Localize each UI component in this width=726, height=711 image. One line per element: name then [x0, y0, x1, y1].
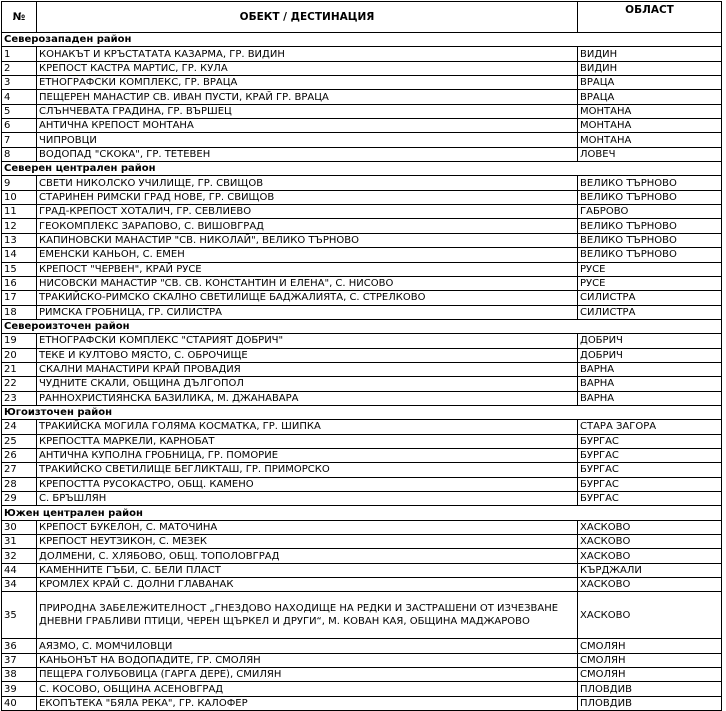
table-row [2, 205, 722, 219]
row-object: ПЕЩЕРЕН МАНАСТИР СВ. ИВАН ПУСТИ, КРАЙ ГР. ВРАЦА [37, 90, 578, 104]
table-row [2, 639, 722, 653]
row-number: 9 [2, 176, 37, 190]
table-row [2, 578, 722, 592]
row-region: ДОБРИЧ [578, 334, 722, 348]
row-number: 5 [2, 104, 37, 118]
row-region: СМОЛЯН [578, 639, 722, 653]
table-row [2, 563, 722, 577]
row-region: ДОБРИЧ [578, 348, 722, 362]
region-heading: Южен централен район [2, 506, 722, 520]
table-row [2, 61, 722, 75]
row-number: 44 [2, 563, 37, 577]
table-row [2, 549, 722, 563]
row-number: 31 [2, 535, 37, 549]
row-object: КРЕПОСТ НЕУТЗИКОН, С. МЕЗЕК [37, 535, 578, 549]
header-object: ОБЕКТ / ДЕСТИНАЦИЯ [37, 2, 578, 33]
row-object: КРЕПОСТ КАСТРА МАРТИС, ГР. КУЛА [37, 61, 578, 75]
table-row [2, 520, 722, 534]
row-number: 27 [2, 463, 37, 477]
row-object: КРОМЛЕХ КРАЙ С. ДОЛНИ ГЛАВАНАК [37, 578, 578, 592]
row-number: 8 [2, 147, 37, 161]
row-region: ВАРНА [578, 377, 722, 391]
row-region: ВИДИН [578, 47, 722, 61]
table-row [2, 176, 722, 190]
table-row [2, 696, 722, 710]
row-number: 38 [2, 668, 37, 682]
row-number: 2 [2, 61, 37, 75]
row-number: 28 [2, 477, 37, 491]
table-row [2, 535, 722, 549]
row-object: СВЕТИ НИКОЛСКО УЧИЛИЩЕ, ГР. СВИЩОВ [37, 176, 578, 190]
row-object: ТРАКИЙСКО-РИМСКО СКАЛНО СВЕТИЛИЩЕ БАДЖАЛИЯТА, С. СТРЕЛКОВО [37, 291, 578, 305]
row-object: ТЕКЕ И КУЛТОВО МЯСТО, С. ОБРОЧИЩЕ [37, 348, 578, 362]
row-object: ПЕЩЕРА ГОЛУБОВИЦА (ГАРГА ДЕРЕ), СМИЛЯН [37, 668, 578, 682]
row-number: 18 [2, 305, 37, 319]
row-object: ЕТНОГРАФСКИ КОМПЛЕКС "СТАРИЯТ ДОБРИЧ" [37, 334, 578, 348]
row-number: 26 [2, 448, 37, 462]
row-number: 36 [2, 639, 37, 653]
row-object: ЧУДНИТЕ СКАЛИ, ОБЩИНА ДЪЛГОПОЛ [37, 377, 578, 391]
row-region: ХАСКОВО [578, 520, 722, 534]
row-number: 34 [2, 578, 37, 592]
row-object: ВОДОПАД "СКОКА", ГР. ТЕТЕВЕН [37, 147, 578, 161]
row-region: ВЕЛИКО ТЪРНОВО [578, 190, 722, 204]
table-row [2, 276, 722, 290]
row-number: 20 [2, 348, 37, 362]
row-object: КРЕПОСТТА РУСОКАСТРО, ОБЩ. КАМЕНО [37, 477, 578, 491]
table-row [2, 391, 722, 405]
row-number: 35 [2, 592, 37, 639]
row-region: СТАРА ЗАГОРА [578, 420, 722, 434]
row-region: РУСЕ [578, 276, 722, 290]
row-region: ВИДИН [578, 61, 722, 75]
row-region: ХАСКОВО [578, 592, 722, 639]
row-number: 19 [2, 334, 37, 348]
row-number: 3 [2, 76, 37, 90]
row-number: 6 [2, 119, 37, 133]
row-region: МОНТАНА [578, 133, 722, 147]
table-row [2, 682, 722, 696]
row-number: 40 [2, 696, 37, 710]
row-region: ПЛОВДИВ [578, 696, 722, 710]
row-object: ГЕОКОМПЛЕКС ЗАРАПОВО, С. ВИШОВГРАД [37, 219, 578, 233]
row-number: 15 [2, 262, 37, 276]
row-region: БУРГАС [578, 448, 722, 462]
row-object: ДОЛМЕНИ, С. ХЛЯБОВО, ОБЩ. ТОПОЛОВГРАД [37, 549, 578, 563]
region-heading: Северен централен район [2, 162, 722, 176]
table-row [2, 219, 722, 233]
row-object: ЕМЕНСКИ КАНЬОН, С. ЕМЕН [37, 248, 578, 262]
table-row [2, 334, 722, 348]
row-object: КАПИНОВСКИ МАНАСТИР "СВ. НИКОЛАЙ", ВЕЛИКО ТЪРНОВО [37, 233, 578, 247]
row-number: 1 [2, 47, 37, 61]
region-row [2, 33, 722, 47]
row-object: СТАРИНЕН РИМСКИ ГРАД НОВЕ, ГР. СВИЩОВ [37, 190, 578, 204]
row-object: ТРАКИЙСКО СВЕТИЛИЩЕ БЕГЛИКТАШ, ГР. ПРИМОРСКО [37, 463, 578, 477]
table-row [2, 305, 722, 319]
region-heading: Североизточен район [2, 319, 722, 333]
row-region: ХАСКОВО [578, 535, 722, 549]
row-number: 13 [2, 233, 37, 247]
table-row [2, 448, 722, 462]
table-row [2, 190, 722, 204]
row-region: СИЛИСТРА [578, 305, 722, 319]
row-object: РИМСКА ГРОБНИЦА, ГР. СИЛИСТРА [37, 305, 578, 319]
table-row [2, 420, 722, 434]
row-region: БУРГАС [578, 492, 722, 506]
row-region: КЪРДЖАЛИ [578, 563, 722, 577]
row-object: С. БРЪШЛЯН [37, 492, 578, 506]
table-row [2, 653, 722, 667]
row-object: С. КОСОВО, ОБЩИНА АСЕНОВГРАД [37, 682, 578, 696]
row-object: КОНАКЪТ И КРЪСТАТАТА КАЗАРМА, ГР. ВИДИН [37, 47, 578, 61]
row-number: 11 [2, 205, 37, 219]
row-object: ПРИРОДНА ЗАБЕЛЕЖИТЕЛНОСТ „ГНЕЗДОВО НАХОДИЩЕ НА РЕДКИ И ЗАСТРАШЕНИ ОТ ИЗЧЕЗВАНЕ ДНЕВНИ ГРАБЛИВИ ПТИЦИ, ЧЕРЕН ЩЪРКЕЛ И ДРУГИ“, М. КОВАН КАЯ, ОБЩИНА МАДЖАРОВО [37, 592, 578, 639]
row-object: СКАЛНИ МАНАСТИРИ КРАЙ ПРОВАДИЯ [37, 362, 578, 376]
table-row [2, 119, 722, 133]
row-region: ВЕЛИКО ТЪРНОВО [578, 176, 722, 190]
table-row [2, 668, 722, 682]
row-region: ВРАЦА [578, 76, 722, 90]
row-object: СЛЪНЧЕВАТА ГРАДИНА, ГР. ВЪРШЕЦ [37, 104, 578, 118]
row-number: 4 [2, 90, 37, 104]
header-number: № [2, 2, 37, 33]
region-row [2, 405, 722, 419]
row-number: 39 [2, 682, 37, 696]
row-object: ЕКОПЪТЕКА "БЯЛА РЕКА", ГР. КАЛОФЕР [37, 696, 578, 710]
table-row [2, 248, 722, 262]
row-number: 7 [2, 133, 37, 147]
row-object: АНТИЧНА КУПОЛНА ГРОБНИЦА, ГР. ПОМОРИЕ [37, 448, 578, 462]
region-heading: Югоизточен район [2, 405, 722, 419]
row-region: ВЕЛИКО ТЪРНОВО [578, 219, 722, 233]
table-row [2, 233, 722, 247]
table-row [2, 434, 722, 448]
row-region: СМОЛЯН [578, 653, 722, 667]
region-row [2, 162, 722, 176]
table-row [2, 477, 722, 491]
row-region: ХАСКОВО [578, 549, 722, 563]
row-object: ТРАКИЙСКА МОГИЛА ГОЛЯМА КОСМАТКА, ГР. ШИПКА [37, 420, 578, 434]
row-region: ВАРНА [578, 391, 722, 405]
header-region: ОБЛАСТ [578, 2, 722, 33]
table-row [2, 348, 722, 362]
row-object: АЯЗМО, С. МОМЧИЛОВЦИ [37, 639, 578, 653]
table-row [2, 104, 722, 118]
row-number: 10 [2, 190, 37, 204]
row-region: РУСЕ [578, 262, 722, 276]
row-object: ЧИПРОВЦИ [37, 133, 578, 147]
row-number: 30 [2, 520, 37, 534]
row-number: 16 [2, 276, 37, 290]
row-region: БУРГАС [578, 463, 722, 477]
table-row [2, 147, 722, 161]
row-region: ЛОВЕЧ [578, 147, 722, 161]
row-object: КАМЕННИТЕ ГЪБИ, С. БЕЛИ ПЛАСТ [37, 563, 578, 577]
row-region: МОНТАНА [578, 119, 722, 133]
row-object: РАННОХРИСТИЯНСКА БАЗИЛИКА, М. ДЖАНАВАРА [37, 391, 578, 405]
row-region: ВАРНА [578, 362, 722, 376]
table-row [2, 291, 722, 305]
table-row [2, 47, 722, 61]
row-region: ВРАЦА [578, 90, 722, 104]
row-object: КРЕПОСТ БУКЕЛОН, С. МАТОЧИНА [37, 520, 578, 534]
table-row [2, 463, 722, 477]
row-object: АНТИЧНА КРЕПОСТ МОНТАНА [37, 119, 578, 133]
table-header-row [2, 2, 722, 33]
row-region: ГАБРОВО [578, 205, 722, 219]
table-body [2, 33, 722, 711]
region-row [2, 319, 722, 333]
row-number: 23 [2, 391, 37, 405]
row-number: 22 [2, 377, 37, 391]
row-region: СИЛИСТРА [578, 291, 722, 305]
destinations-table [1, 1, 722, 711]
table-row [2, 133, 722, 147]
table-row [2, 76, 722, 90]
table-row [2, 592, 722, 639]
row-region: ВЕЛИКО ТЪРНОВО [578, 248, 722, 262]
table-row [2, 377, 722, 391]
row-object: ГРАД-КРЕПОСТ ХОТАЛИЧ, ГР. СЕВЛИЕВО [37, 205, 578, 219]
row-region: СМОЛЯН [578, 668, 722, 682]
row-number: 14 [2, 248, 37, 262]
row-region: ВЕЛИКО ТЪРНОВО [578, 233, 722, 247]
table-row [2, 362, 722, 376]
region-row [2, 506, 722, 520]
row-number: 32 [2, 549, 37, 563]
row-region: БУРГАС [578, 434, 722, 448]
row-object: ЕТНОГРАФСКИ КОМПЛЕКС, ГР. ВРАЦА [37, 76, 578, 90]
row-number: 25 [2, 434, 37, 448]
row-number: 37 [2, 653, 37, 667]
row-object: НИСОВСКИ МАНАСТИР "СВ. СВ. КОНСТАНТИН И ЕЛЕНА", С. НИСОВО [37, 276, 578, 290]
table-row [2, 262, 722, 276]
row-region: ПЛОВДИВ [578, 682, 722, 696]
destinations-document [1, 1, 721, 711]
row-region: МОНТАНА [578, 104, 722, 118]
row-number: 17 [2, 291, 37, 305]
table-row [2, 90, 722, 104]
row-region: ХАСКОВО [578, 578, 722, 592]
table-row [2, 492, 722, 506]
row-number: 24 [2, 420, 37, 434]
row-object: КРЕПОСТТА МАРКЕЛИ, КАРНОБАТ [37, 434, 578, 448]
row-object: КРЕПОСТ "ЧЕРВЕН", КРАЙ РУСЕ [37, 262, 578, 276]
row-number: 12 [2, 219, 37, 233]
region-heading: Северозападен район [2, 33, 722, 47]
row-number: 29 [2, 492, 37, 506]
row-number: 21 [2, 362, 37, 376]
row-object: КАНЬОНЪТ НА ВОДОПАДИТЕ, ГР. СМОЛЯН [37, 653, 578, 667]
row-region: БУРГАС [578, 477, 722, 491]
